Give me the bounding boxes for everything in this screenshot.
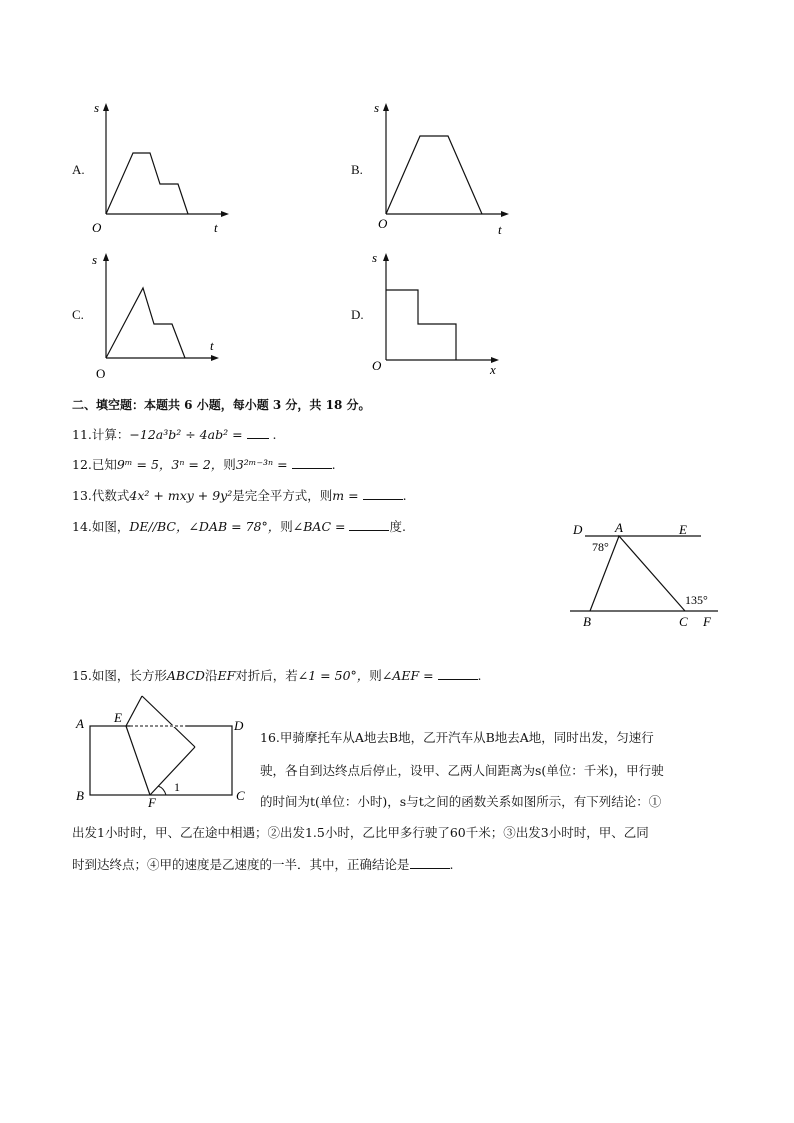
- graph-d-x-label: x: [490, 362, 496, 377]
- fig15-e: E: [114, 710, 122, 725]
- graph-b-x-label: t: [498, 222, 502, 237]
- fig14-angle-135: 135°: [685, 593, 708, 607]
- answer-blank-13[interactable]: [363, 487, 403, 500]
- option-b-label: B.: [351, 162, 363, 177]
- fig14-a: A: [615, 520, 623, 535]
- question-16-line-5: 时到达终点；④甲的速度是乙速度的一半．其中，正确结论是 .: [72, 857, 454, 872]
- section-title: 二、填空题：本题共 6 小题，每小题 3 分，共 18 分。: [72, 398, 371, 412]
- option-a-label: A.: [72, 162, 85, 177]
- fig14-b: B: [583, 614, 591, 629]
- graph-d-y-label: s: [372, 250, 378, 265]
- question-13: 13.代数式4x² + mxy + 9y²是完全平方式，则m = .: [72, 488, 407, 503]
- question-12: 12.已知9ᵐ = 5，3ⁿ = 2，则3²ᵐ⁻³ⁿ = .: [72, 457, 336, 472]
- fig15-c: C: [236, 788, 245, 803]
- fig14-e: E: [679, 522, 687, 537]
- graph-b-origin: O: [378, 216, 388, 231]
- answer-blank-16[interactable]: [410, 856, 450, 869]
- answer-blank-12[interactable]: [292, 456, 332, 469]
- option-d-label: D.: [351, 307, 364, 322]
- graph-d: [368, 248, 528, 388]
- option-c-label: C.: [72, 307, 84, 322]
- fig15-angle-1: 1: [174, 780, 180, 794]
- figure-14: [565, 518, 725, 633]
- question-14: 14.如图，DE//BC，∠DAB = 78°，则∠BAC = 度.: [72, 519, 406, 534]
- fig15-d: D: [234, 718, 244, 733]
- graph-c-origin: O: [96, 366, 106, 381]
- answer-blank-11[interactable]: [247, 426, 269, 439]
- question-11: 11.计算：−12a³b² ÷ 4ab² = .: [72, 427, 277, 442]
- fig14-d: D: [573, 522, 583, 537]
- question-16-line-2: 驶，各自到达终点后停止，设甲、乙两人间距离为s(单位：千米)，甲行驶: [260, 763, 664, 778]
- graph-a-origin: O: [92, 220, 102, 235]
- answer-blank-15[interactable]: [438, 667, 478, 680]
- graph-b: [368, 98, 528, 238]
- question-16-line-3: 的时间为t(单位：小时)，s与t之间的函数关系如图所示，有下列结论：①: [260, 794, 662, 809]
- graph-c: [88, 248, 248, 388]
- fig14-f: F: [703, 614, 711, 629]
- fig14-c: C: [679, 614, 688, 629]
- graph-a-y-label: s: [94, 100, 100, 115]
- question-16-line-1: 16.甲骑摩托车从A地去B地，乙开汽车从B地去A地，同时出发，匀速行: [260, 730, 654, 745]
- answer-blank-14[interactable]: [349, 518, 389, 531]
- fig14-angle-78: 78°: [592, 540, 609, 554]
- graph-d-origin: O: [372, 358, 382, 373]
- fig15-f: F: [148, 795, 156, 810]
- question-15: 15.如图，长方形ABCD沿EF对折后，若∠1 = 50°，则∠AEF = .: [72, 668, 482, 683]
- fig15-b: B: [76, 788, 84, 803]
- graph-c-x-label: t: [210, 338, 214, 353]
- figure-15: [70, 690, 255, 810]
- graph-b-y-label: s: [374, 100, 380, 115]
- graph-a-x-label: t: [214, 220, 218, 235]
- graph-a: [88, 98, 248, 238]
- graph-c-y-label: s: [92, 252, 98, 267]
- fig15-a: A: [76, 716, 84, 731]
- question-16-line-4: 出发1小时时，甲、乙在途中相遇；②出发1.5小时，乙比甲多行驶了60千米；③出发3小时时，甲、乙同: [72, 825, 649, 840]
